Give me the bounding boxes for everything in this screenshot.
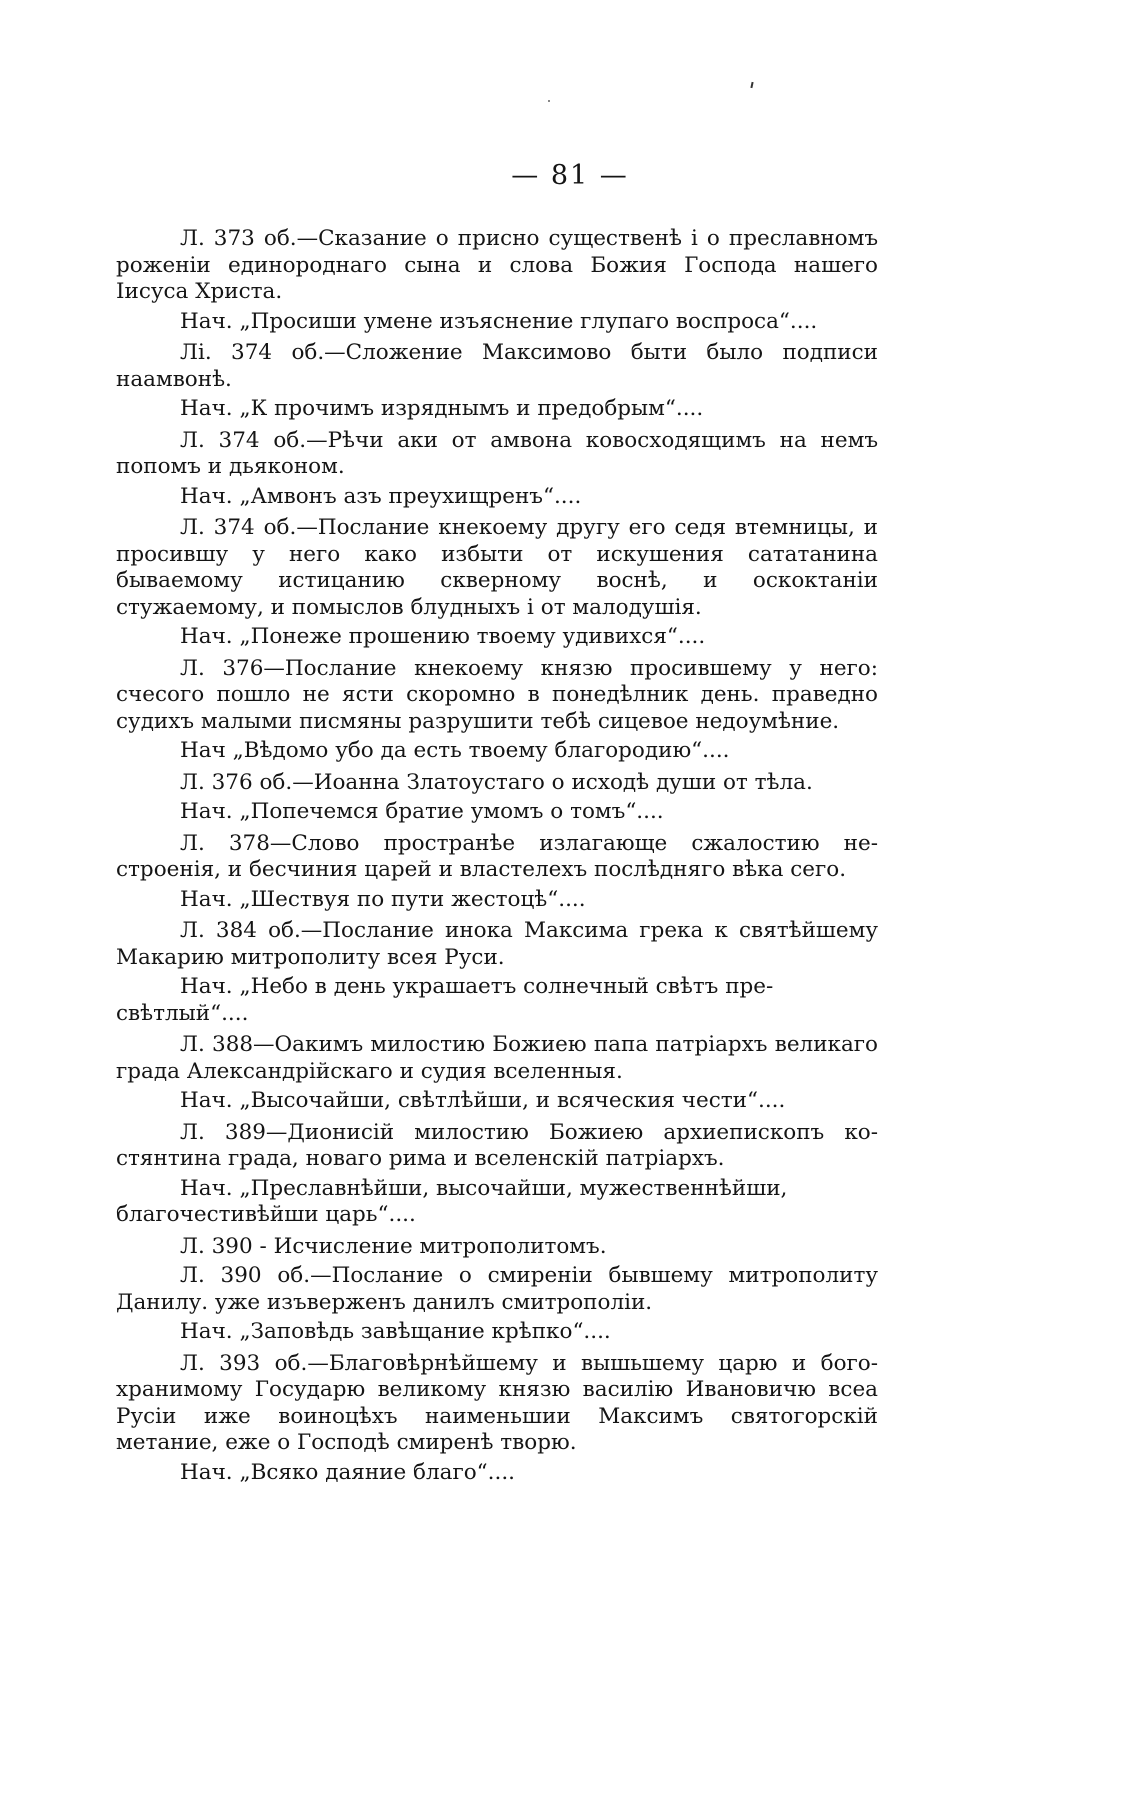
incipit-line: Нач. „Шествуя по пути жестоцѣ“....	[180, 886, 586, 912]
incipit-line: Нач. „Амвонъ азъ преухищренъ“....	[180, 483, 582, 509]
incipit-line: Нач „Вѣдомо убо да есть твоему благородию“....	[180, 738, 730, 763]
entry-paragraph: Л. 390 - Исчисление митрополитомъ.	[180, 1233, 607, 1259]
entry-paragraph: Л. 393 об.—Благовѣрнѣйшему и вышьшему царю и богохранимому Государю великому князю василію Ивановичю всеа Русіи иже воиноцѣхъ наименьшии Максимъ святогорскій метание, еже о Господѣ смиренѣ творю.	[116, 1350, 878, 1455]
incipit-line: Нач. „Всяко даяние благо“....	[180, 1459, 516, 1485]
entry-paragraph: Лі. 374 об.—Сложение Максимово быти было подписи наамвонѣ.	[116, 340, 878, 392]
entry-paragraph: Л. 384 об.—Послание инока Максима грека к святѣйшему Макарию митрополиту всея Руси.	[116, 918, 878, 970]
entry-paragraph: Л. 374 об.—Рѣчи аки от амвона ковосходящимъ на немъ попомъ и дьяконом.	[116, 427, 878, 479]
incipit-line: Нач. „Высочайши, свѣтлѣйши, и всяческия чести“....	[180, 1088, 786, 1113]
paper-speck	[750, 82, 753, 88]
entry-paragraph: Л. 378—Слово пространѣе излагающе сжалостию нестроенія, и бесчиния царей и властелехъ послѣдняго вѣка сего.	[116, 830, 878, 882]
page-number: — 81 —	[511, 160, 629, 191]
page-body	[116, 226, 878, 1491]
incipit-line: Нач. „Понеже прошению твоему удивихся“....	[180, 624, 706, 649]
incipit-line: Нач. „Просиши умене изъяснение глупаго воспроса“....	[180, 308, 818, 334]
incipit-line: Нач. „К прочимъ изряднымъ и предобрым“....	[180, 396, 704, 421]
entry-paragraph: Л. 373 об.—Сказание о присно существенѣ і о преславномъ роженіи единороднаго сына и слова Божия Господа нашего Іисуса Христа.	[116, 226, 878, 304]
paper-speck	[548, 100, 550, 102]
entry-paragraph: Л. 374 об.—Послание кнекоему другу его седя втемницы, и просившу у него како избыти от искушения сататанина бываемому истицанию скверному воснѣ, и оскоктаніи стужаемому, и помыслов блудныхъ і от малодушія.	[116, 515, 878, 620]
incipit-line: Нач. „Попечемся братие умомъ о томъ“....	[180, 799, 664, 824]
entry-paragraph: Л. 376 об.—Иоанна Златоустаго о исходѣ души от тѣла.	[180, 769, 813, 795]
entry-paragraph: Л. 389—Дионисій милостию Божиею архиепископъ костянтина града, новаго рима и вселенскій патріархъ.	[116, 1119, 878, 1171]
incipit-line: Нач. „Небо в день украшаетъ солнечный свѣтъ пресвѣтлый“....	[116, 974, 774, 1026]
entry-paragraph: Л. 390 об.—Послание о смиреніи бывшему митрополиту Данилу. уже изъверженъ данилъ смитрополіи.	[116, 1263, 878, 1315]
entry-paragraph: Л. 388—Оакимъ милостию Божиею папа патріархъ великаго града Александрійскаго и судия вселенныя.	[116, 1032, 878, 1084]
incipit-line: Нач. „Преславнѣйши, высочайши, мужественнѣйши, благочестивѣйши царь“....	[116, 1175, 788, 1227]
incipit-line: Нач. „Заповѣдь завѣщание крѣпко“....	[180, 1319, 611, 1344]
entry-paragraph: Л. 376—Послание кнекоему князю просившему у него: счесого пошло не ясти скоромно в понедѣлник день. праведно судихъ малыми писмяны разрушити тебѣ сицевое недоумѣние.	[116, 655, 878, 734]
